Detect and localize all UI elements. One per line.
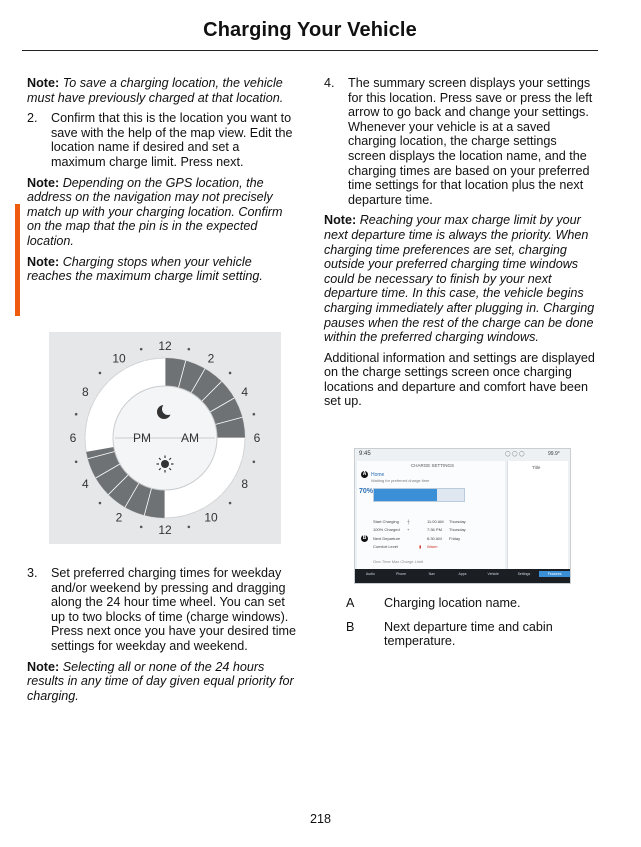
screen-tab[interactable]: Apps (458, 572, 467, 576)
wheel-hour-label: 2 (115, 510, 123, 525)
left-column (27, 76, 297, 290)
screen-title: CHARGE SETTINGS (411, 463, 455, 468)
note-label: Note: (27, 76, 60, 90)
wheel-hour-label: 2 (207, 351, 215, 366)
side-title: Title (532, 465, 541, 470)
wheel-hour-label: 6 (253, 431, 261, 445)
legend-row-a (346, 596, 606, 611)
charge-percent: 70% (359, 488, 374, 495)
screen-tab[interactable]: Phone (395, 572, 407, 576)
time-wheel (49, 332, 281, 544)
note-label: Note: (27, 659, 60, 674)
screen-time: 9:45 (359, 451, 371, 457)
charge-bar-fill (374, 489, 437, 501)
wheel-tick-dot (229, 502, 232, 505)
step-2 (27, 111, 297, 169)
note-save-location (27, 76, 297, 105)
note-text: Depending on the GPS location, the address on the navigation may not precisely match up with your charging location. Confirm on the map that the pin is in the expected location. (27, 175, 283, 248)
charge-bar-track (373, 488, 465, 502)
am-label: AM (181, 431, 199, 445)
wheel-tick-dot (253, 413, 256, 416)
wheel-tick-dot (75, 413, 78, 416)
change-bar (15, 204, 20, 316)
step-3 (27, 566, 297, 654)
screen-tab[interactable]: Nav (428, 572, 435, 576)
screen-status-bar (355, 449, 570, 459)
wheel-hour-label: 8 (241, 477, 249, 491)
wheel-tick-dot (99, 502, 102, 505)
wheel-hour-label: 4 (241, 385, 249, 399)
right-column (324, 76, 596, 415)
screen-tab[interactable]: Settings (517, 572, 531, 576)
wheel-hour-label: 10 (112, 351, 126, 366)
note-text: To save a charging location, the vehicle must have previously charged at that location. (27, 76, 284, 105)
start-row: Start Charging ┼ 11:00 AM Thursday (373, 519, 466, 524)
wheel-tick-dot (140, 526, 143, 529)
step-text: Confirm that this is the location you want to save with the help of the map view. Edit the location name if desired and set a maximum charge limit. Press next. (51, 111, 293, 169)
step-number: 2. (27, 111, 38, 126)
wheel-tick-dot (140, 348, 143, 351)
status-icons: ◯ ◯ ◯ (505, 451, 525, 457)
legend-letter: B (346, 619, 355, 634)
screen-tab[interactable]: Audio (365, 572, 375, 576)
note-charge-limit (27, 255, 297, 284)
note-text: Charging stops when your vehicle reaches the maximum charge limit setting. (27, 254, 263, 284)
step-4 (324, 76, 596, 207)
wheel-hour-label: 8 (81, 385, 89, 399)
screen-main-panel (357, 461, 505, 569)
screen-tab[interactable]: Vehicle (487, 572, 499, 576)
time-wheel-figure (49, 332, 281, 544)
wheel-tick-dot (75, 461, 78, 464)
legend-desc: Charging location name. (384, 596, 521, 610)
location-name[interactable]: Home (371, 472, 385, 478)
marker-a: A (362, 471, 367, 477)
note-gps-location (27, 176, 297, 249)
note-selecting-hours (27, 660, 297, 704)
page-title: Charging Your Vehicle (203, 19, 417, 41)
wheel-tick-dot (229, 372, 232, 375)
step-number: 3. (27, 566, 38, 580)
paragraph-additional-info: Additional information and settings are displayed on the charge settings screen once charging locations and departure and comfort have been set up. (324, 350, 595, 409)
screen-side-panel (507, 461, 568, 569)
wheel-hour-label: 4 (81, 477, 89, 491)
wheel-tick-dot (188, 526, 191, 529)
departure-row: Next Departure 6:30 AM Friday (373, 536, 461, 541)
figure-legend (346, 596, 606, 658)
page-number: 218 (309, 812, 331, 826)
wheel-hour-label: 10 (204, 510, 218, 525)
step-number: 4. (324, 76, 335, 90)
legend-letter: A (346, 596, 355, 610)
note-label: Note: (324, 213, 357, 228)
charge-settings-screenshot (354, 448, 571, 584)
screen-tab[interactable]: Features (539, 571, 570, 577)
screen-tab-bar (355, 569, 570, 583)
departure-block (373, 536, 503, 550)
one-time-limit[interactable]: One-Time Max Charge Limit (373, 559, 424, 564)
charge-schedule (373, 519, 503, 533)
note-departure-priority (324, 213, 596, 344)
note-text: Selecting all or none of the 24 hours results in any time of day given equal priority for charging. (27, 659, 294, 703)
thermometer-icon: ▮ (419, 544, 422, 549)
page-header (22, 14, 598, 51)
charge-status: Waiting for preferred charge time (371, 478, 430, 483)
comfort-row: Comfort Level ▮ Warm (373, 544, 438, 549)
note-text: Reaching your max charge limit by your next departure time is always the priority. When charging time preferences are set, charging outside your preferred charging time windows could be necessary to finish by your next departure time. In this case, the vehicle begins charging immediately after plugging in. Charging pauses when the rest of the charge can be done within the preferred charging windows. (324, 213, 595, 345)
wheel-hour-label: 12 (158, 339, 172, 353)
wheel-hour-label: 12 (158, 523, 172, 537)
wheel-tick-dot (188, 348, 191, 351)
full-row: 100% Charged + 7:36 PM Thursday (373, 527, 466, 532)
legend-desc: Next departure time and cabin temperature. (384, 619, 553, 649)
legend-row-b (346, 620, 606, 649)
left-column-lower (27, 566, 297, 709)
step-text: The summary screen displays your settings for this location. Press save or press the left arrow to go back and change your settings. Whenever your vehicle is at a saved charging location, the charge settings screen displays the location name, and the charging times are based on your preferred time settings for that location plus the next departure time. (348, 76, 593, 207)
wheel-tick-dot (99, 372, 102, 375)
note-label: Note: (27, 254, 60, 269)
screen-temp: 99.9° (548, 451, 560, 457)
note-label: Note: (27, 175, 60, 190)
wheel-tick-dot (253, 461, 256, 464)
step-text: Set preferred charging times for weekday and/or weekend by pressing and dragging along the 24 hour time wheel. You can set up to two blocks of time (charge windows). Press next once you have your desired time settings for weekday and weekend. (51, 566, 297, 653)
pm-label: PM (133, 431, 151, 445)
wheel-hour-label: 6 (69, 431, 77, 445)
marker-b: B (362, 535, 367, 541)
